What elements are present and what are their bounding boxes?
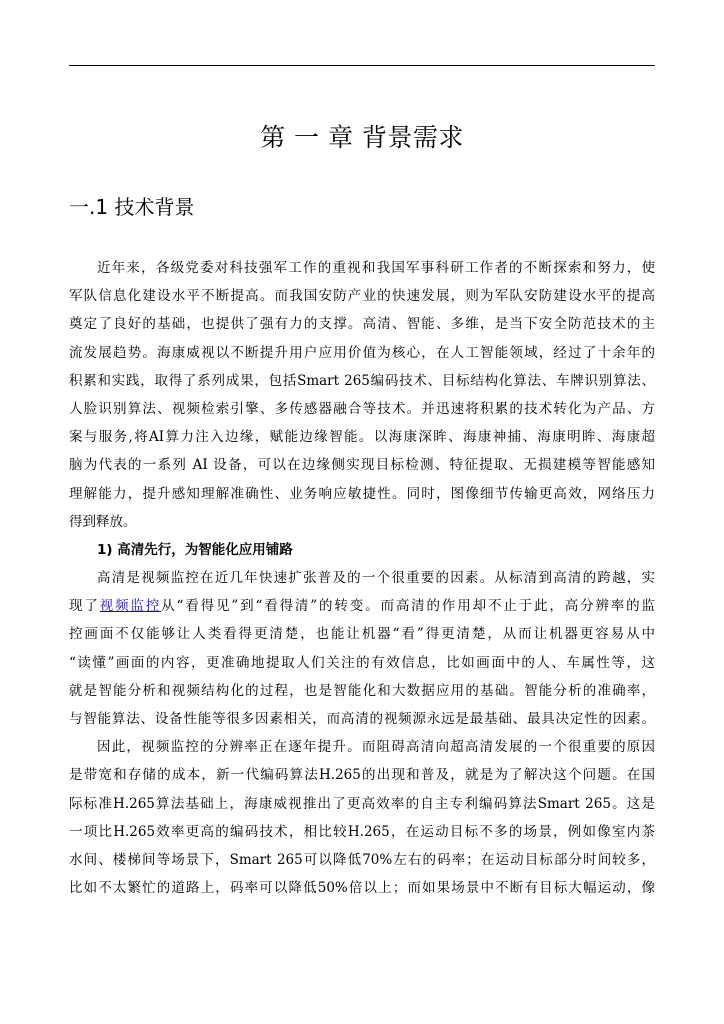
paragraph-line: 奠定了良好的基础，也提供了强有力的支撑。高清、智能、多维，是当下安全防范技术的主	[69, 316, 655, 333]
paragraph-line: 比如不太繁忙的道路上，码率可以降低50%倍以上；而如果场景中不断有目标大幅运动，像	[69, 880, 655, 897]
paragraph-line: 案与服务,将AI算力注入边缘，赋能边缘智能。以海康深眸、海康神捕、海康明眸、海康超	[69, 429, 655, 446]
paragraph-line: 际标准H.265算法基础上，海康威视推出了更高效率的自主专利编码算法Smart 265。这是	[69, 795, 655, 812]
subheading: 1) 高清先行，为智能化应用铺路	[97, 541, 293, 558]
paragraph-line: 水间、楼梯间等场景下，Smart 265可以降低70%左右的码率；在运动目标部分时间较多，	[69, 851, 655, 868]
paragraph-line: “读懂”画面的内容，更准确地提取人们关注的有效信息，比如画面中的人、车属性等，这	[69, 654, 655, 671]
paragraph-line: 控画面不仅能够让人类看得更清楚，也能让机器“看”得更清楚，从而让机器更容易从中	[69, 626, 655, 643]
paragraph-line: 是带宽和存储的成本，新一代编码算法H.265的出现和普及，就是为了解决这个问题。在国	[69, 767, 655, 784]
video-surveillance-link[interactable]: 视频监控	[99, 598, 162, 615]
paragraph-line: 与智能算法、设备性能等很多因素相关，而高清的视频源永远是最基础、最具决定性的因素。	[69, 711, 655, 727]
paragraph-line: 一项比H.265效率更高的编码技术，相比较H.265，在运动目标不多的场景，例如像室内茶	[69, 823, 655, 840]
paragraph-line: 得到释放。	[69, 513, 137, 530]
section-title: 一.1 技术背景	[69, 195, 195, 219]
paragraph-line: 近年来，各级党委对科技强军工作的重视和我国军事科研工作者的不断探索和努力，使	[97, 260, 655, 276]
paragraph-line: 就是智能分析和视频结构化的过程，也是智能化和大数据应用的基础。智能分析的准确率，	[69, 682, 655, 699]
paragraph-line: 积累和实践，取得了系列成果，包括Smart 265编码技术、目标结构化算法、车牌识别算法、	[69, 372, 655, 389]
paragraph-line: 流发展趋势。海康威视以不断提升用户应用价值为核心，在人工智能领域，经过了十余年的	[69, 344, 655, 361]
paragraph-line: 理解能力，提升感知理解准确性、业务响应敏捷性。同时，图像细节传输更高效，网络压力	[69, 485, 655, 502]
paragraph-line: 高清是视频监控在近几年快速扩张普及的一个很重要的因素。从标清到高清的跨越，实	[97, 570, 655, 587]
link-suffix: 从“看得见”到“看得清”的转变。而高清的作用却不止于此，高分辨率的监	[161, 598, 656, 615]
paragraph-line: 人脸识别算法、视频检索引擎、多传感器融合等技术。并迅速将积累的技术转化为产品、方	[69, 400, 655, 417]
paragraph-line: 因此，视频监控的分辨率正在逐年提升。而阻碍高清向超高清发展的一个很重要的原因	[97, 739, 655, 756]
paragraph-line-with-link	[69, 592, 655, 620]
document-body	[69, 254, 655, 902]
paragraph-line: 军队信息化建设水平不断提高。而我国安防产业的快速发展，则为军队安防建设水平的提高	[69, 288, 655, 305]
paragraph-line: 脑为代表的一系列 AI 设备，可以在边缘侧实现目标检测、特征提取、无损建模等智能感知	[69, 457, 655, 474]
chapter-title: 第 一 章 背景需求	[260, 123, 464, 152]
link-prefix: 现了	[69, 598, 100, 615]
header-rule	[69, 65, 655, 66]
